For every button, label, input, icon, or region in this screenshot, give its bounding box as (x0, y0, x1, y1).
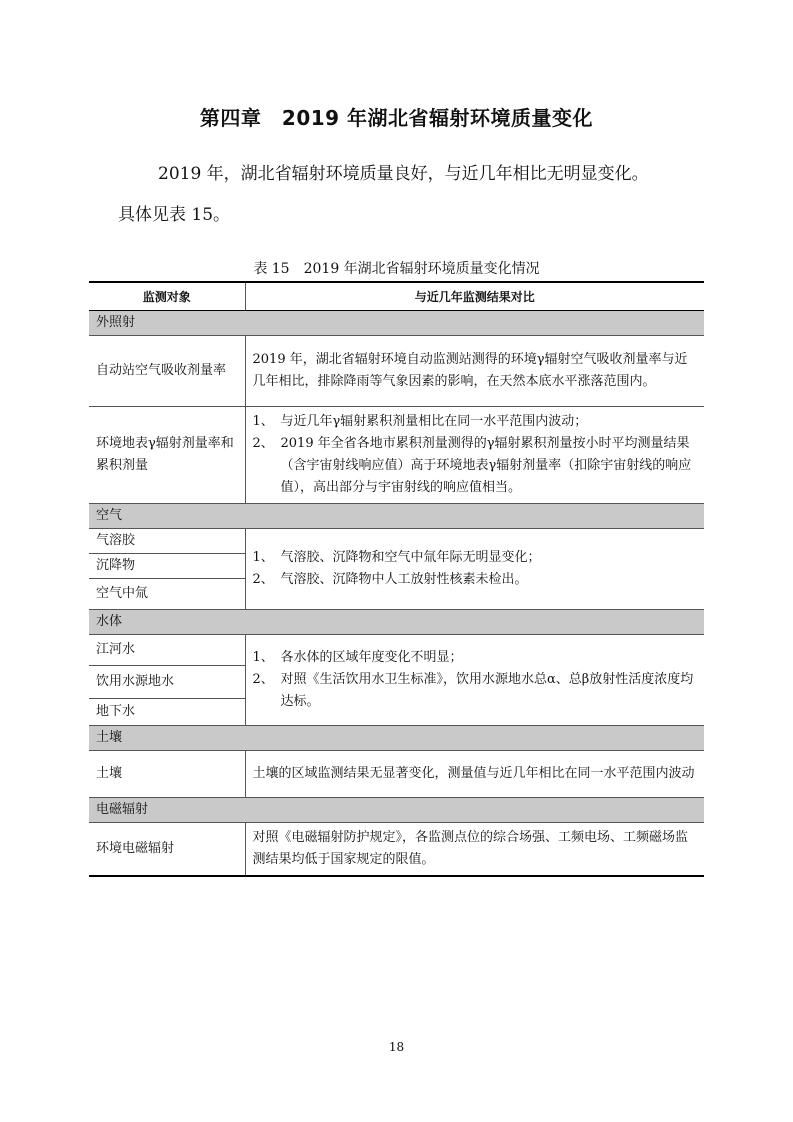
intro-paragraph: 2019 年，湖北省辐射环境质量良好，与近几年相比无明显变化。 (158, 164, 649, 184)
category-row (89, 726, 704, 751)
numbered-list (253, 647, 698, 713)
numbered-list (253, 411, 698, 499)
list-text: 对照《生活饮用水卫生标准》，饮用水源地水总α、总β放射性活度浓度均达标。 (280, 672, 694, 709)
row-label: 自动站空气吸收剂量率 (89, 336, 245, 407)
table-row (89, 823, 704, 877)
row-description: 土壤的区域监测结果无显著变化，测量值与近几年相比在同一水平范围内波动 (245, 751, 704, 798)
list-item (253, 411, 698, 433)
category-label: 水体 (89, 610, 704, 635)
list-item (253, 669, 698, 713)
table-row (89, 336, 704, 407)
page-number: 18 (388, 1040, 405, 1054)
numbered-list (253, 547, 698, 591)
row-label: 地下水 (89, 699, 245, 726)
row-label: 土壤 (89, 751, 245, 798)
list-text: 2019 年全省各地市累积剂量测得的γ辐射累积剂量按小时平均测量结果（含宇宙射线响应值）高于环境地表γ辐射剂量率（扣除宇宙射线的响应值），高出部分与宇宙射线的响应值相当。 (280, 436, 692, 495)
row-description (245, 635, 704, 726)
list-item (253, 569, 698, 591)
row-description: 2019 年，湖北省辐射环境自动监测站测得的环境γ辐射空气吸收剂量率与近几年相比，排除降雨等气象因素的影响，在天然本底水平涨落范围内。 (245, 336, 704, 407)
table-row (89, 529, 704, 554)
category-label: 外照射 (89, 311, 704, 336)
list-number: 1、 (252, 650, 274, 665)
row-label: 饮用水源地水 (89, 666, 245, 699)
row-description: 对照《电磁辐射防护规定》，各监测点位的综合场强、工频电场、工频磁场监测结果均低于国家规定的限值。 (245, 823, 704, 877)
table-row (89, 751, 704, 798)
list-number: 2、 (252, 672, 274, 687)
category-row (89, 504, 704, 529)
category-label: 电磁辐射 (89, 798, 704, 823)
table-row (89, 407, 704, 504)
row-description (245, 407, 704, 504)
row-label: 气溶胶 (89, 529, 245, 554)
list-number: 2、 (252, 572, 274, 587)
list-item (253, 433, 698, 499)
radiation-comparison-table (89, 281, 704, 877)
header-monitoring-object: 监测对象 (89, 282, 245, 311)
row-label: 沉降物 (89, 554, 245, 579)
list-number: 1、 (252, 414, 274, 429)
row-label: 江河水 (89, 635, 245, 666)
category-row (89, 798, 704, 823)
list-item (253, 647, 698, 669)
table-caption: 表 15 2019 年湖北省辐射环境质量变化情况 (253, 261, 540, 277)
table-header-row (89, 282, 704, 311)
category-label: 土壤 (89, 726, 704, 751)
row-label: 环境电磁辐射 (89, 823, 245, 877)
list-text: 气溶胶、沉降物和空气中氚年际无明显变化； (280, 550, 541, 565)
row-label: 环境地表γ辐射剂量率和累积剂量 (89, 407, 245, 504)
category-row (89, 610, 704, 635)
header-comparison: 与近几年监测结果对比 (245, 282, 704, 311)
category-row (89, 311, 704, 336)
table-row (89, 635, 704, 666)
list-number: 2、 (252, 436, 274, 451)
list-item (253, 547, 698, 569)
list-number: 1、 (252, 550, 274, 565)
list-text: 各水体的区域年度变化不明显； (280, 650, 463, 665)
chapter-title: 第四章 2019 年湖北省辐射环境质量变化 (199, 106, 594, 130)
list-text: 气溶胶、沉降物中人工放射性核素未检出。 (280, 572, 528, 587)
row-description (245, 529, 704, 610)
category-label: 空气 (89, 504, 704, 529)
list-text: 与近几年γ辐射累积剂量相比在同一水平范围内波动； (280, 414, 588, 429)
row-label: 空气中氚 (89, 579, 245, 610)
reference-paragraph: 具体见表 15。 (118, 205, 231, 225)
